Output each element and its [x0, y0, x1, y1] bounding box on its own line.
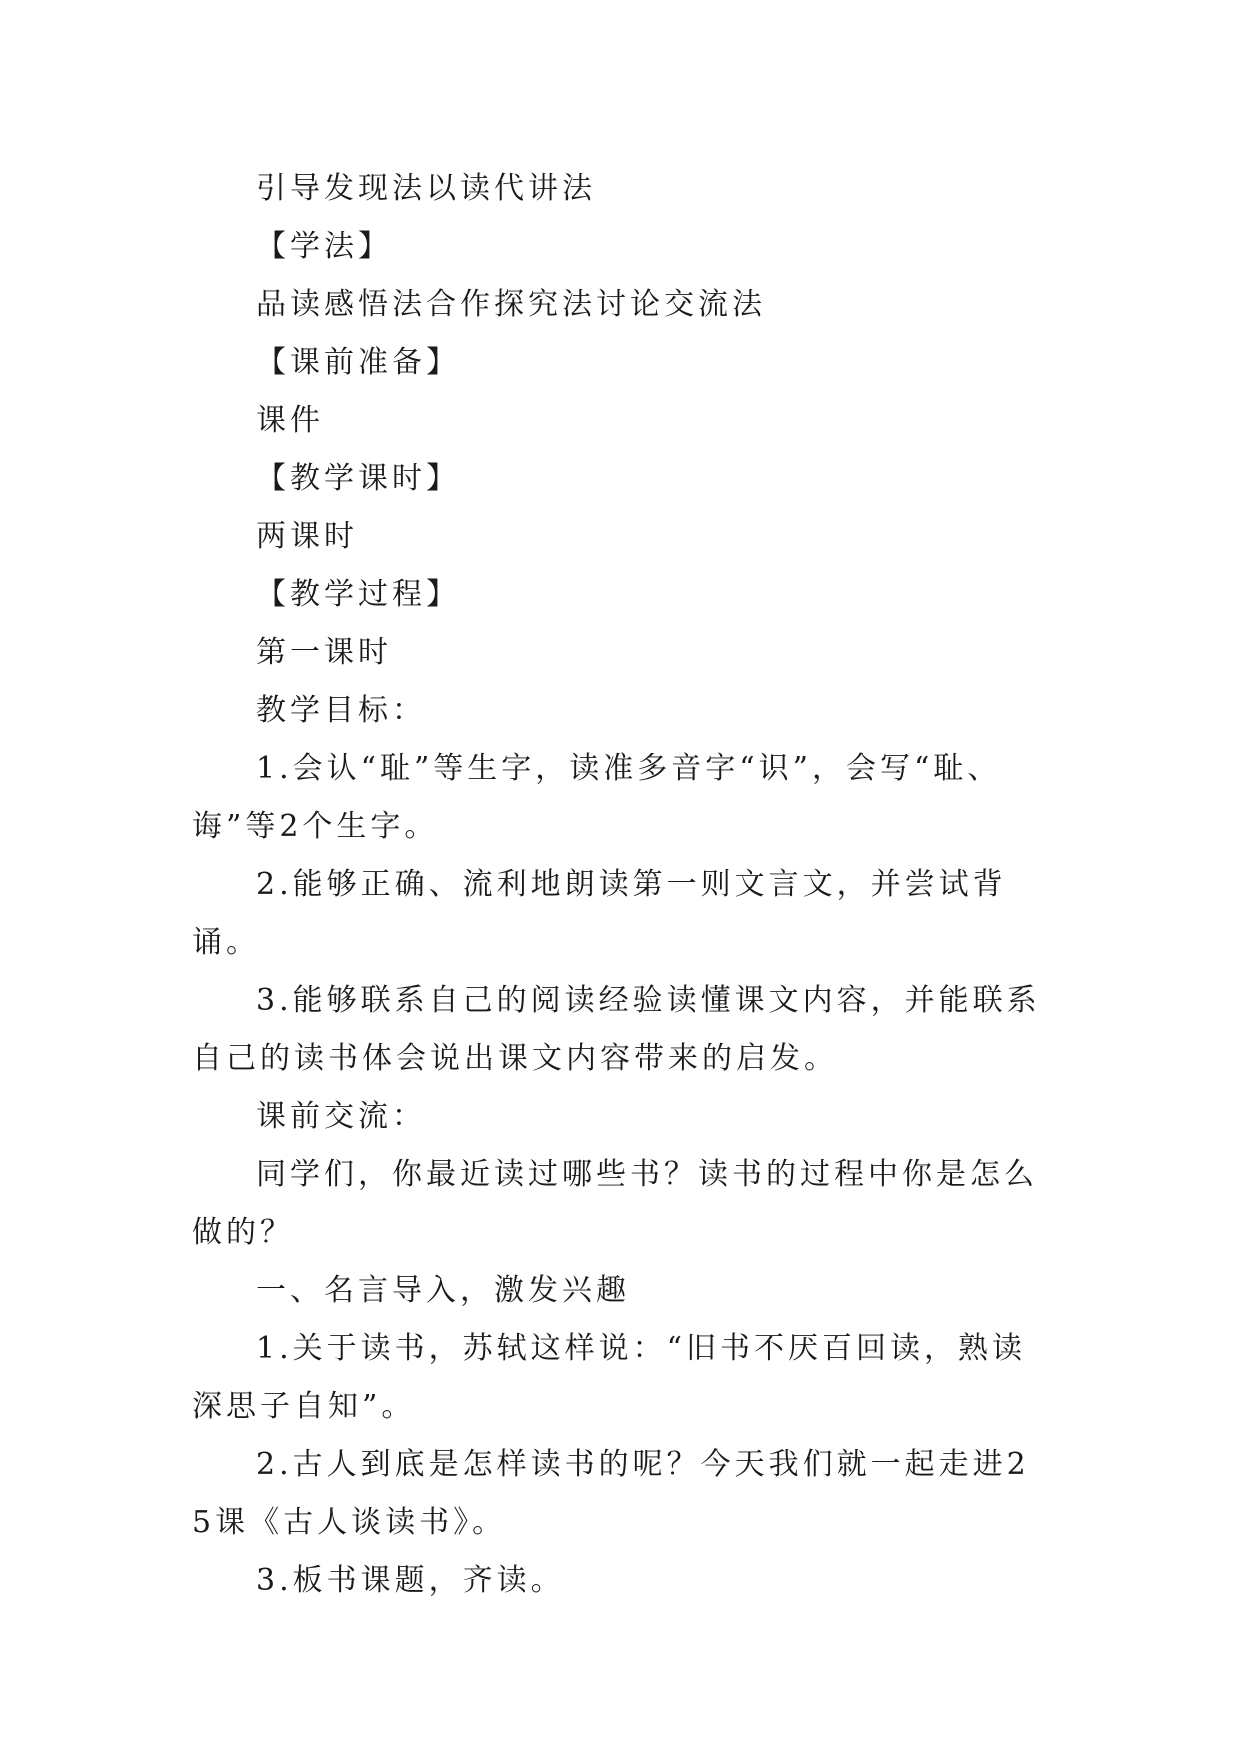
document-body [192, 160, 1050, 1610]
paragraph-first-lesson: 第一课时 [256, 635, 392, 670]
paragraph-objective-2: 2.能够正确、流利地朗读第一则文言文，并尝试背诵。 [192, 867, 1007, 960]
paragraph-objective-1: 1.会认“耻”等生字，读准多音字“识”，会写“耻、诲”等2个生字。 [192, 751, 1002, 844]
paragraph-class-hours: 两课时 [256, 519, 358, 554]
paragraph-study-method: 品读感悟法合作探究法讨论交流法 [256, 287, 766, 322]
paragraph-teaching-method: 引导发现法以读代讲法 [256, 171, 596, 206]
paragraph-step-3: 3.板书课题，齐读。 [256, 1563, 565, 1598]
paragraph-section-one: 一、名言导入，激发兴趣 [256, 1273, 630, 1308]
paragraph-objectives-label: 教学目标： [256, 693, 426, 728]
heading-teaching-process: 【教学过程】 [256, 577, 460, 612]
paragraph-objective-3: 3.能够联系自己的阅读经验读懂课文内容，并能联系自己的读书体会说出课文内容带来的启发。 [192, 983, 1041, 1076]
heading-preparation: 【课前准备】 [256, 345, 460, 380]
paragraph-pre-class-label: 课前交流： [256, 1099, 426, 1134]
paragraph-pre-class-question: 同学们，你最近读过哪些书？读书的过程中你是怎么做的？ [192, 1157, 1038, 1250]
paragraph-step-2: 2.古人到底是怎样读书的呢？今天我们就一起走进25课《古人谈读书》。 [192, 1447, 1030, 1540]
heading-study-method: 【学法】 [256, 229, 392, 264]
paragraph-step-1: 1.关于读书，苏轼这样说：“旧书不厌百回读，熟读深思子自知”。 [192, 1331, 1026, 1424]
paragraph-preparation: 课件 [256, 403, 324, 438]
heading-class-hours: 【教学课时】 [256, 461, 460, 496]
